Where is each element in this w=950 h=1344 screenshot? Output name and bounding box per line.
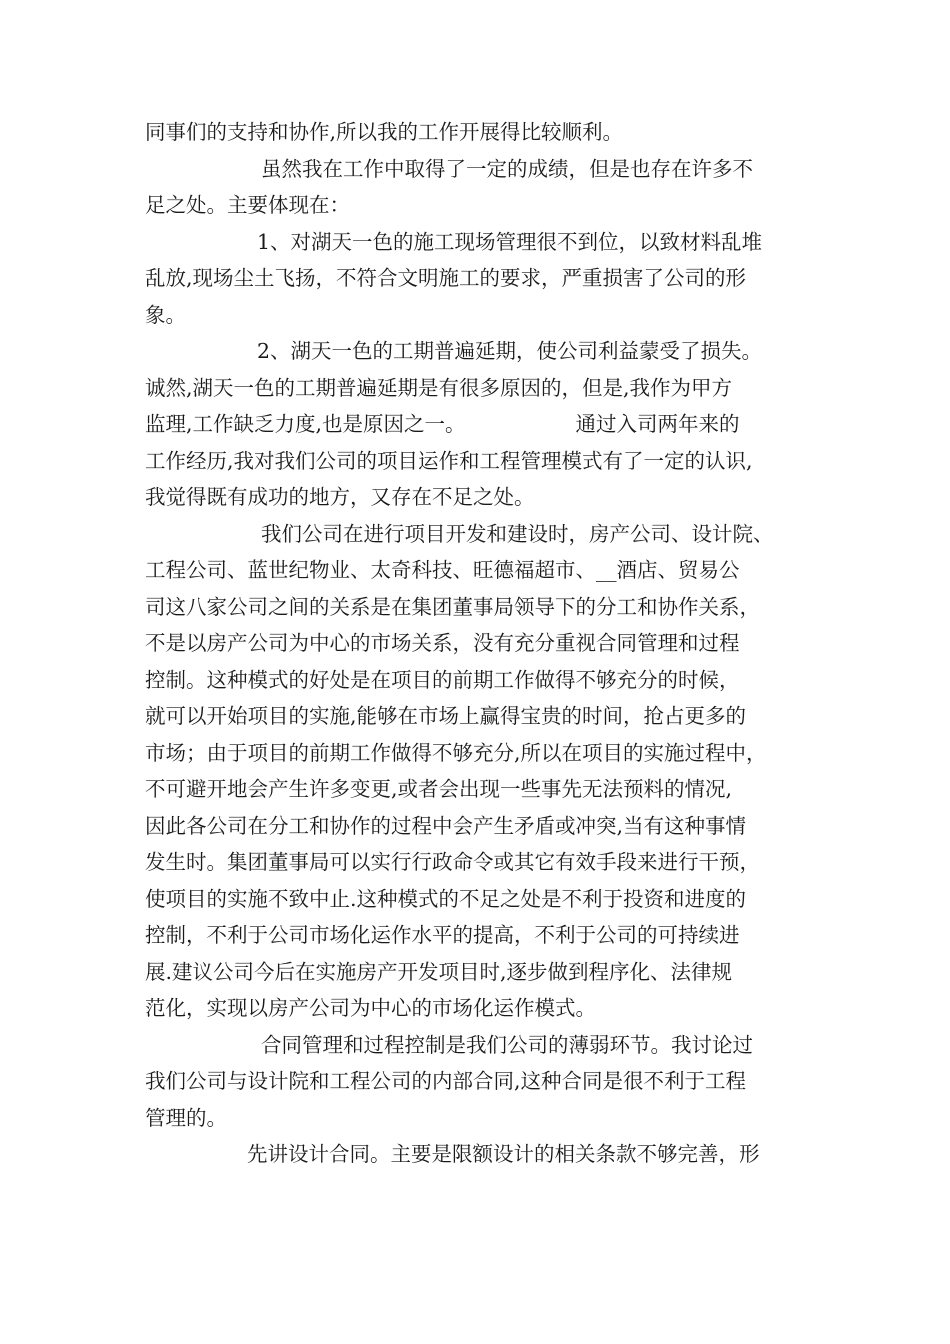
paragraph-start: 先讲设计合同。主要是限额设计的相关条款不够完善，形 [247, 1142, 760, 1166]
text-line: 市场；由于项目的前期工作做得不够充分,所以在项目的实施过程中， [145, 740, 767, 765]
text-line: 诚然,湖天一色的工期普遍延期是有很多原因的，但是,我作为甲方 [145, 375, 733, 400]
text-line: 乱放,现场尘土飞扬，不符合文明施工的要求，严重损害了公司的形 [145, 266, 747, 290]
paragraph-start: 我们公司在进行项目开发和建设时，房产公司、设计院、 [261, 521, 774, 546]
text-line: 不可避开地会产生许多变更,或者会出现一些事先无法预料的情况, [145, 777, 733, 801]
text-segment: 通过入司两年来的 [575, 412, 740, 436]
text-line: 我们公司与设计院和工程公司的内部合同,这种合同是很不利于工程 [145, 1069, 747, 1093]
text-line: 司这八家公司之间的关系是在集团董事局领导下的分工和协作关系， [145, 594, 760, 619]
body-text [145, 114, 825, 1173]
text-line: 因此各公司在分工和协作的过程中会产生矛盾或冲突,当有这种事情 [145, 813, 747, 838]
text-line: 发生时。集团董事局可以实行行政命令或其它有效手段来进行干预， [145, 850, 760, 874]
text-line: 足之处。主要体现在： [145, 193, 350, 217]
text-line: 范化，实现以房产公司为中心的市场化运作模式。 [145, 996, 596, 1020]
text-line: 工程公司、蓝世纪物业、太奇科技、旺德福超市、__酒店、贸易公 [145, 558, 740, 582]
paragraph-start: 合同管理和过程控制是我们公司的薄弱环节。我讨论过 [261, 1032, 753, 1057]
text-line: 控制，不利于公司市场化运作水平的提高，不利于公司的可持续进 [145, 923, 740, 947]
paragraph-start: 虽然我在工作中取得了一定的成绩，但是也存在许多不 [261, 156, 753, 181]
list-item-2: 2、湖天一色的工期普遍延期，使公司利益蒙受了损失。 [257, 339, 763, 363]
text-segment: 监理,工作缺乏力度,也是原因之一。 [145, 412, 466, 436]
text-line: 就可以开始项目的实施,能够在市场上赢得宝贵的时间，抢占更多的 [145, 704, 747, 728]
list-item-1: 1、对湖天一色的施工现场管理很不到位，以致材料乱堆 [257, 229, 763, 254]
text-line: 工作经历,我对我们公司的项目运作和工程管理模式有了一定的认识, [145, 448, 753, 473]
text-line: 不是以房产公司为中心的市场关系，没有充分重视合同管理和过程 [145, 631, 740, 655]
text-line: 象。 [145, 302, 186, 327]
text-line: 我觉得既有成功的地方，又存在不足之处。 [145, 485, 535, 509]
text-line: 管理的。 [145, 1105, 227, 1130]
text-line-split [145, 406, 825, 443]
text-line: 使项目的实施不致中止.这种模式的不足之处是不利于投资和进度的 [145, 886, 747, 911]
text-line: 控制。这种模式的好处是在项目的前期工作做得不够充分的时候， [145, 667, 740, 692]
text-line: 展.建议公司今后在实施房产开发项目时,逐步做到程序化、法律规 [145, 959, 733, 984]
text-line: 同事们的支持和协作,所以我的工作开展得比较顺利。 [145, 120, 624, 144]
